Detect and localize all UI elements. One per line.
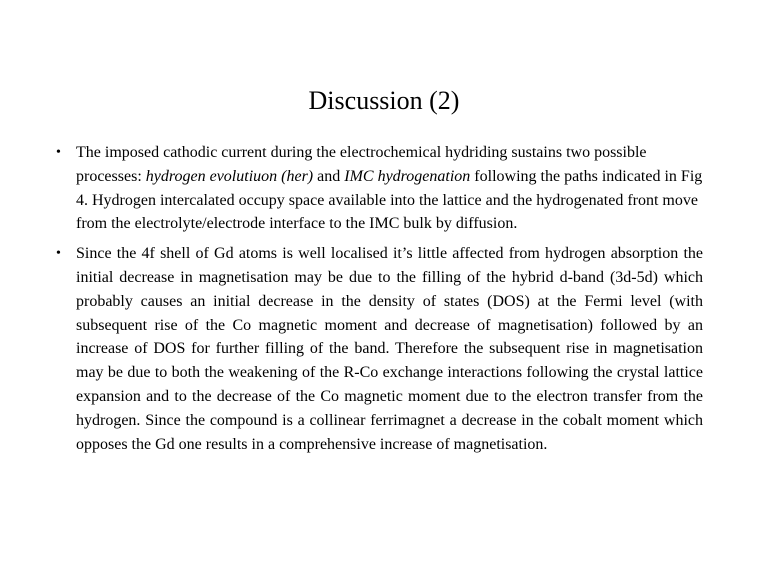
bullet-1-part-3: following the paths indicated in Fig 4. Hydrogen intercalated occupy space available into the lattice and the hydrogenated front move from the electrolyte/electrode interface to the IMC bulk by diffusion.: [76, 167, 703, 233]
bullet-1-part-2: and: [313, 167, 345, 185]
bullet-1-italic-her: hydrogen evolutiuon (her): [145, 167, 314, 185]
bullet-1-part-1: The imposed cathodic current during the electrochemical hydriding sustains two possible processes:: [76, 144, 647, 185]
bullet-item-2: [56, 242, 703, 456]
bullet-text-2: Since the 4f shell of Gd atoms is well localised it’s little affected from hydrogen absorption the initial decrease in magnetisation may be due to the filling of the hybrid d-band (3d-5d) which probably causes an initial decrease in the density of states (DOS) at the Fermi level (with subsequent rise of the Co magnetic moment and decrease of magnetisation) followed by an increase of DOS for further filling of the band. Therefore the subsequent rise in magnetisation may be due to both the weakening of the R-Co exchange interactions following the crystal lattice expansion and to the decrease of the Co magnetic moment due to the electron transfer from the hydrogen. Since the compound is a collinear ferrimagnet a decrease in the cobalt moment which opposes the Gd one results in a comprehensive increase of magnetisation.: [76, 245, 703, 453]
slide-title: Discussion (2): [308, 86, 460, 115]
bullet-marker: •: [56, 246, 61, 262]
bullet-item-1: [56, 141, 703, 236]
bullet-text-1: [76, 141, 703, 236]
bullet-marker: •: [56, 145, 61, 160]
bullet-1-italic-imc: IMC hydrogenation: [344, 167, 471, 185]
bullet-list: [56, 141, 703, 462]
